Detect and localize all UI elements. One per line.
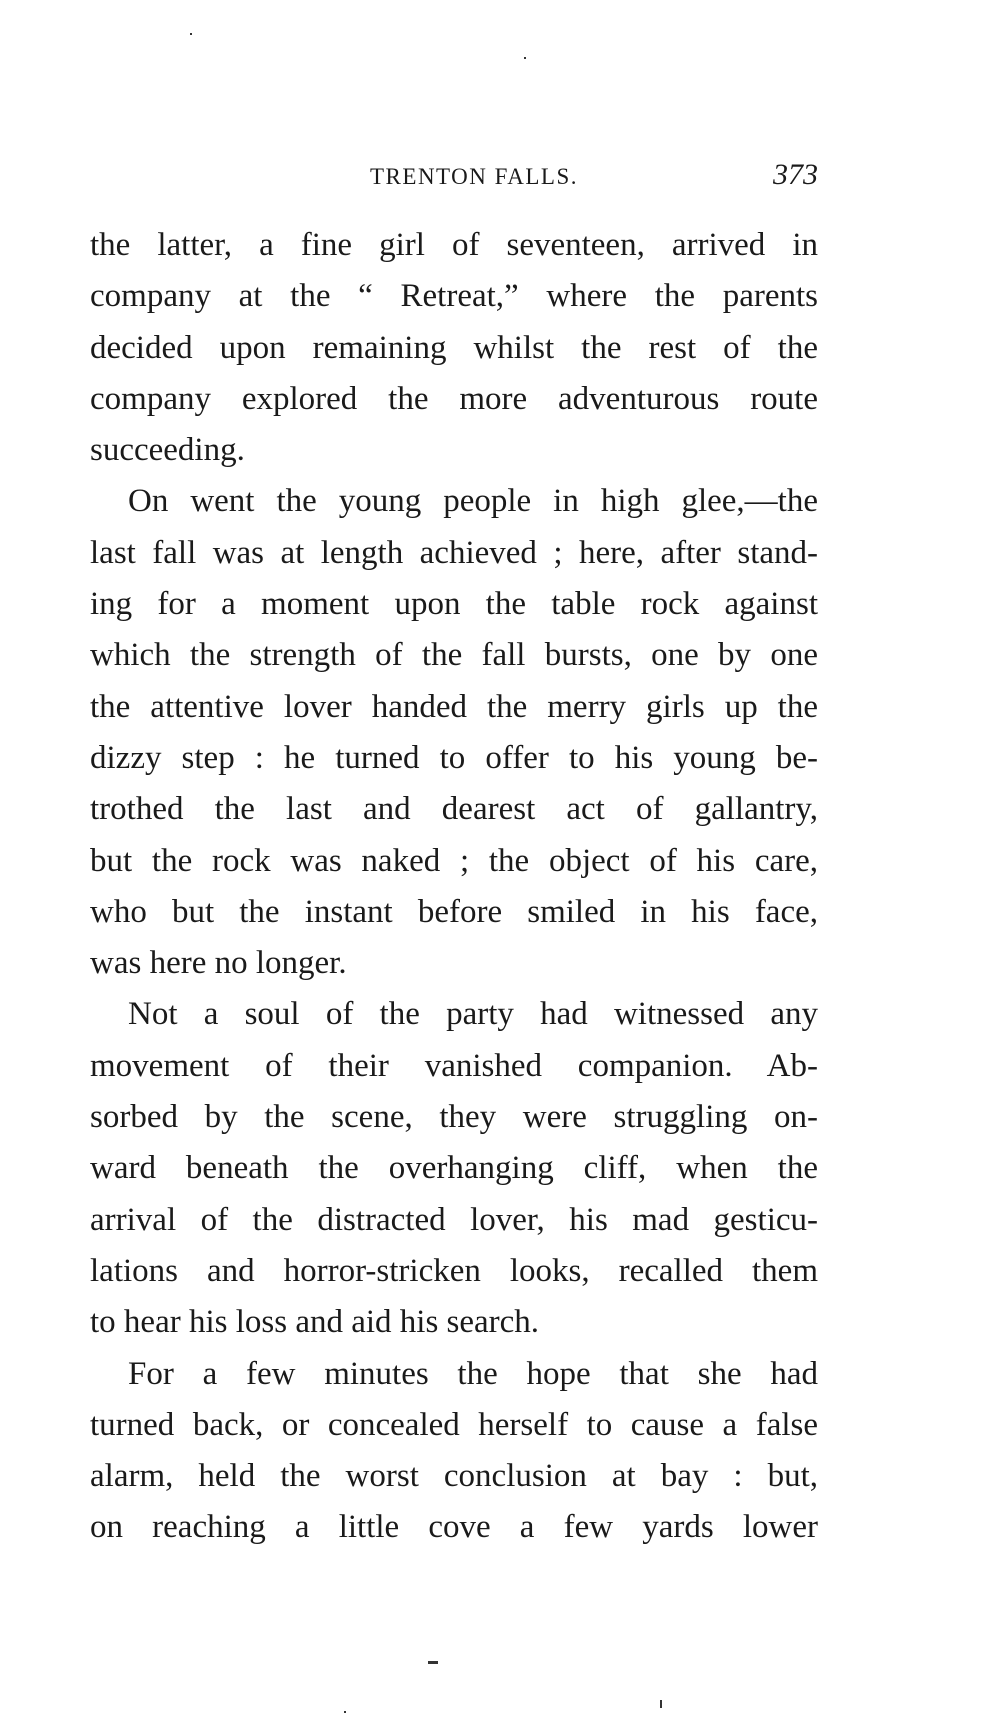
running-header — [90, 158, 818, 198]
text-line: arrival of the distracted lover, his mad gesticu- — [90, 1201, 818, 1238]
text-line: On went the young people in high glee,—the — [128, 483, 818, 520]
scan-speck — [524, 57, 526, 59]
text-line: lations and horror-stricken looks, recalled them — [90, 1252, 818, 1289]
text-line: turned back, or concealed herself to cause a false — [90, 1406, 818, 1443]
text-line: trothed the last and dearest act of gallantry, — [90, 791, 818, 828]
text-line: alarm, held the worst conclusion at bay : but, — [90, 1458, 818, 1495]
text-line: movement of their vanished companion. Ab- — [90, 1047, 818, 1084]
paragraph-2 — [90, 476, 818, 989]
scan-speck — [190, 33, 192, 35]
paragraph-4 — [90, 1349, 818, 1554]
text-line: decided upon remaining whilst the rest of the — [90, 329, 818, 366]
scan-speck — [660, 1700, 662, 1708]
running-title: TRENTON FALLS. — [370, 164, 578, 189]
paragraph-1 — [90, 220, 818, 476]
text-line: on reaching a little cove a few yards lower — [90, 1509, 818, 1546]
text-line: ward beneath the overhanging cliff, when the — [90, 1150, 818, 1187]
text-line: was here no longer. — [90, 945, 347, 982]
text-line: the attentive lover handed the merry girls up the — [90, 688, 818, 725]
text-line: dizzy step : he turned to offer to his young be- — [90, 739, 818, 776]
text-line: but the rock was naked ; the object of his care, — [90, 842, 818, 879]
text-line: to hear his loss and aid his search. — [90, 1304, 540, 1341]
paragraph-3 — [90, 989, 818, 1348]
text-line: the latter, a fine girl of seventeen, arrived in — [90, 227, 818, 263]
text-line: succeeding. — [90, 432, 245, 469]
text-line: who but the instant before smiled in his face, — [90, 893, 818, 930]
text-line: sorbed by the scene, they were struggling on- — [90, 1099, 818, 1136]
text-line: company at the “ Retreat,” where the parents — [90, 278, 818, 315]
text-line: ing for a moment upon the table rock against — [90, 586, 818, 623]
text-line: which the strength of the fall bursts, one by one — [90, 637, 818, 674]
scan-speck — [344, 1711, 346, 1713]
text-line: Not a soul of the party had witnessed any — [128, 996, 818, 1033]
text-line: For a few minutes the hope that she had — [128, 1355, 818, 1392]
page-number: 373 — [773, 158, 818, 191]
text-line: company explored the more adventurous route — [90, 380, 818, 417]
scan-speck — [428, 1661, 438, 1664]
text-line: last fall was at length achieved ; here, after stand- — [90, 534, 818, 571]
body-text — [90, 220, 818, 1554]
